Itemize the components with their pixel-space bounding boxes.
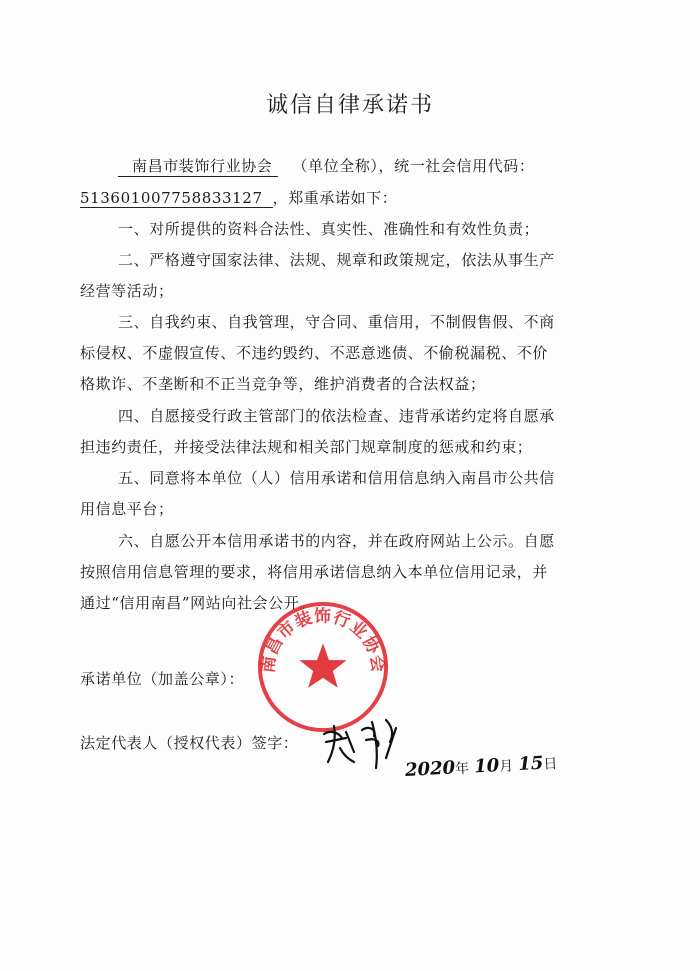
item-line: 三、自我约束、自我管理，守合同、重信用，不制假售假、不商 — [118, 313, 555, 331]
item-line: 六、自愿公开本信用承诺书的内容，并在政府网站上公示。自愿 — [118, 532, 555, 550]
intro-line-1 — [118, 155, 535, 177]
item-line: 二、严格遵守国家法律、法规、规章和政策规定，依法从事生产 — [118, 251, 555, 269]
item-line: 标侵权、不虚假宣传、不违约毁约、不恶意逃债、不偷税漏税、不价 — [80, 344, 549, 362]
date-day: 15 — [517, 752, 544, 776]
unit-suffix: （单位全称），统一社会信用代码： — [292, 157, 535, 175]
item-line: 担违约责任，并接受法律法规和相关部门规章制度的惩戒和约束； — [80, 438, 533, 456]
item-line: 通过“信用南昌”网站向社会公开。 — [80, 594, 315, 612]
date-year-unit: 年 — [454, 760, 470, 778]
credit-code: 513601007758833127 — [80, 189, 273, 208]
document-title: 诚信自律承诺书 — [265, 93, 434, 118]
signature-date — [405, 752, 558, 781]
unit-name: 南昌市装饰行业协会 — [118, 155, 278, 177]
item-line: 格欺诈、不垄断和不正当竞争等，维护消费者的合法权益； — [80, 375, 486, 393]
date-day-unit: 日 — [542, 756, 558, 773]
item-line: 按照信用信息管理的要求，将信用承诺信息纳入本单位信用记录，并 — [80, 563, 549, 581]
item-line: 经营等活动； — [80, 282, 174, 300]
intro-line-2 — [80, 187, 397, 208]
date-month: 10 — [473, 755, 500, 778]
item-line: 五、同意将本单位（人）信用承诺和信用信息纳入南昌市公共信 — [118, 469, 555, 487]
date-month-unit: 月 — [498, 758, 514, 776]
date-year: 2020 — [404, 757, 456, 781]
item-line: 四、自愿接受行政主管部门的依法检查、违背承诺约定将自愿承 — [118, 407, 555, 425]
handwritten-signature-icon — [316, 712, 406, 772]
item-line: 用信息平台； — [80, 500, 174, 518]
item-line: 一、对所提供的资料合法性、真实性、准确性和有效性负责； — [118, 220, 540, 238]
seal-text: 南昌市装饰行业协会 — [257, 605, 389, 675]
representative-label: 法定代表人（授权代表）签字： — [80, 734, 299, 752]
credit-suffix: ，郑重承诺如下： — [272, 189, 398, 207]
unit-seal-label: 承诺单位（加盖公章）： — [80, 670, 245, 688]
